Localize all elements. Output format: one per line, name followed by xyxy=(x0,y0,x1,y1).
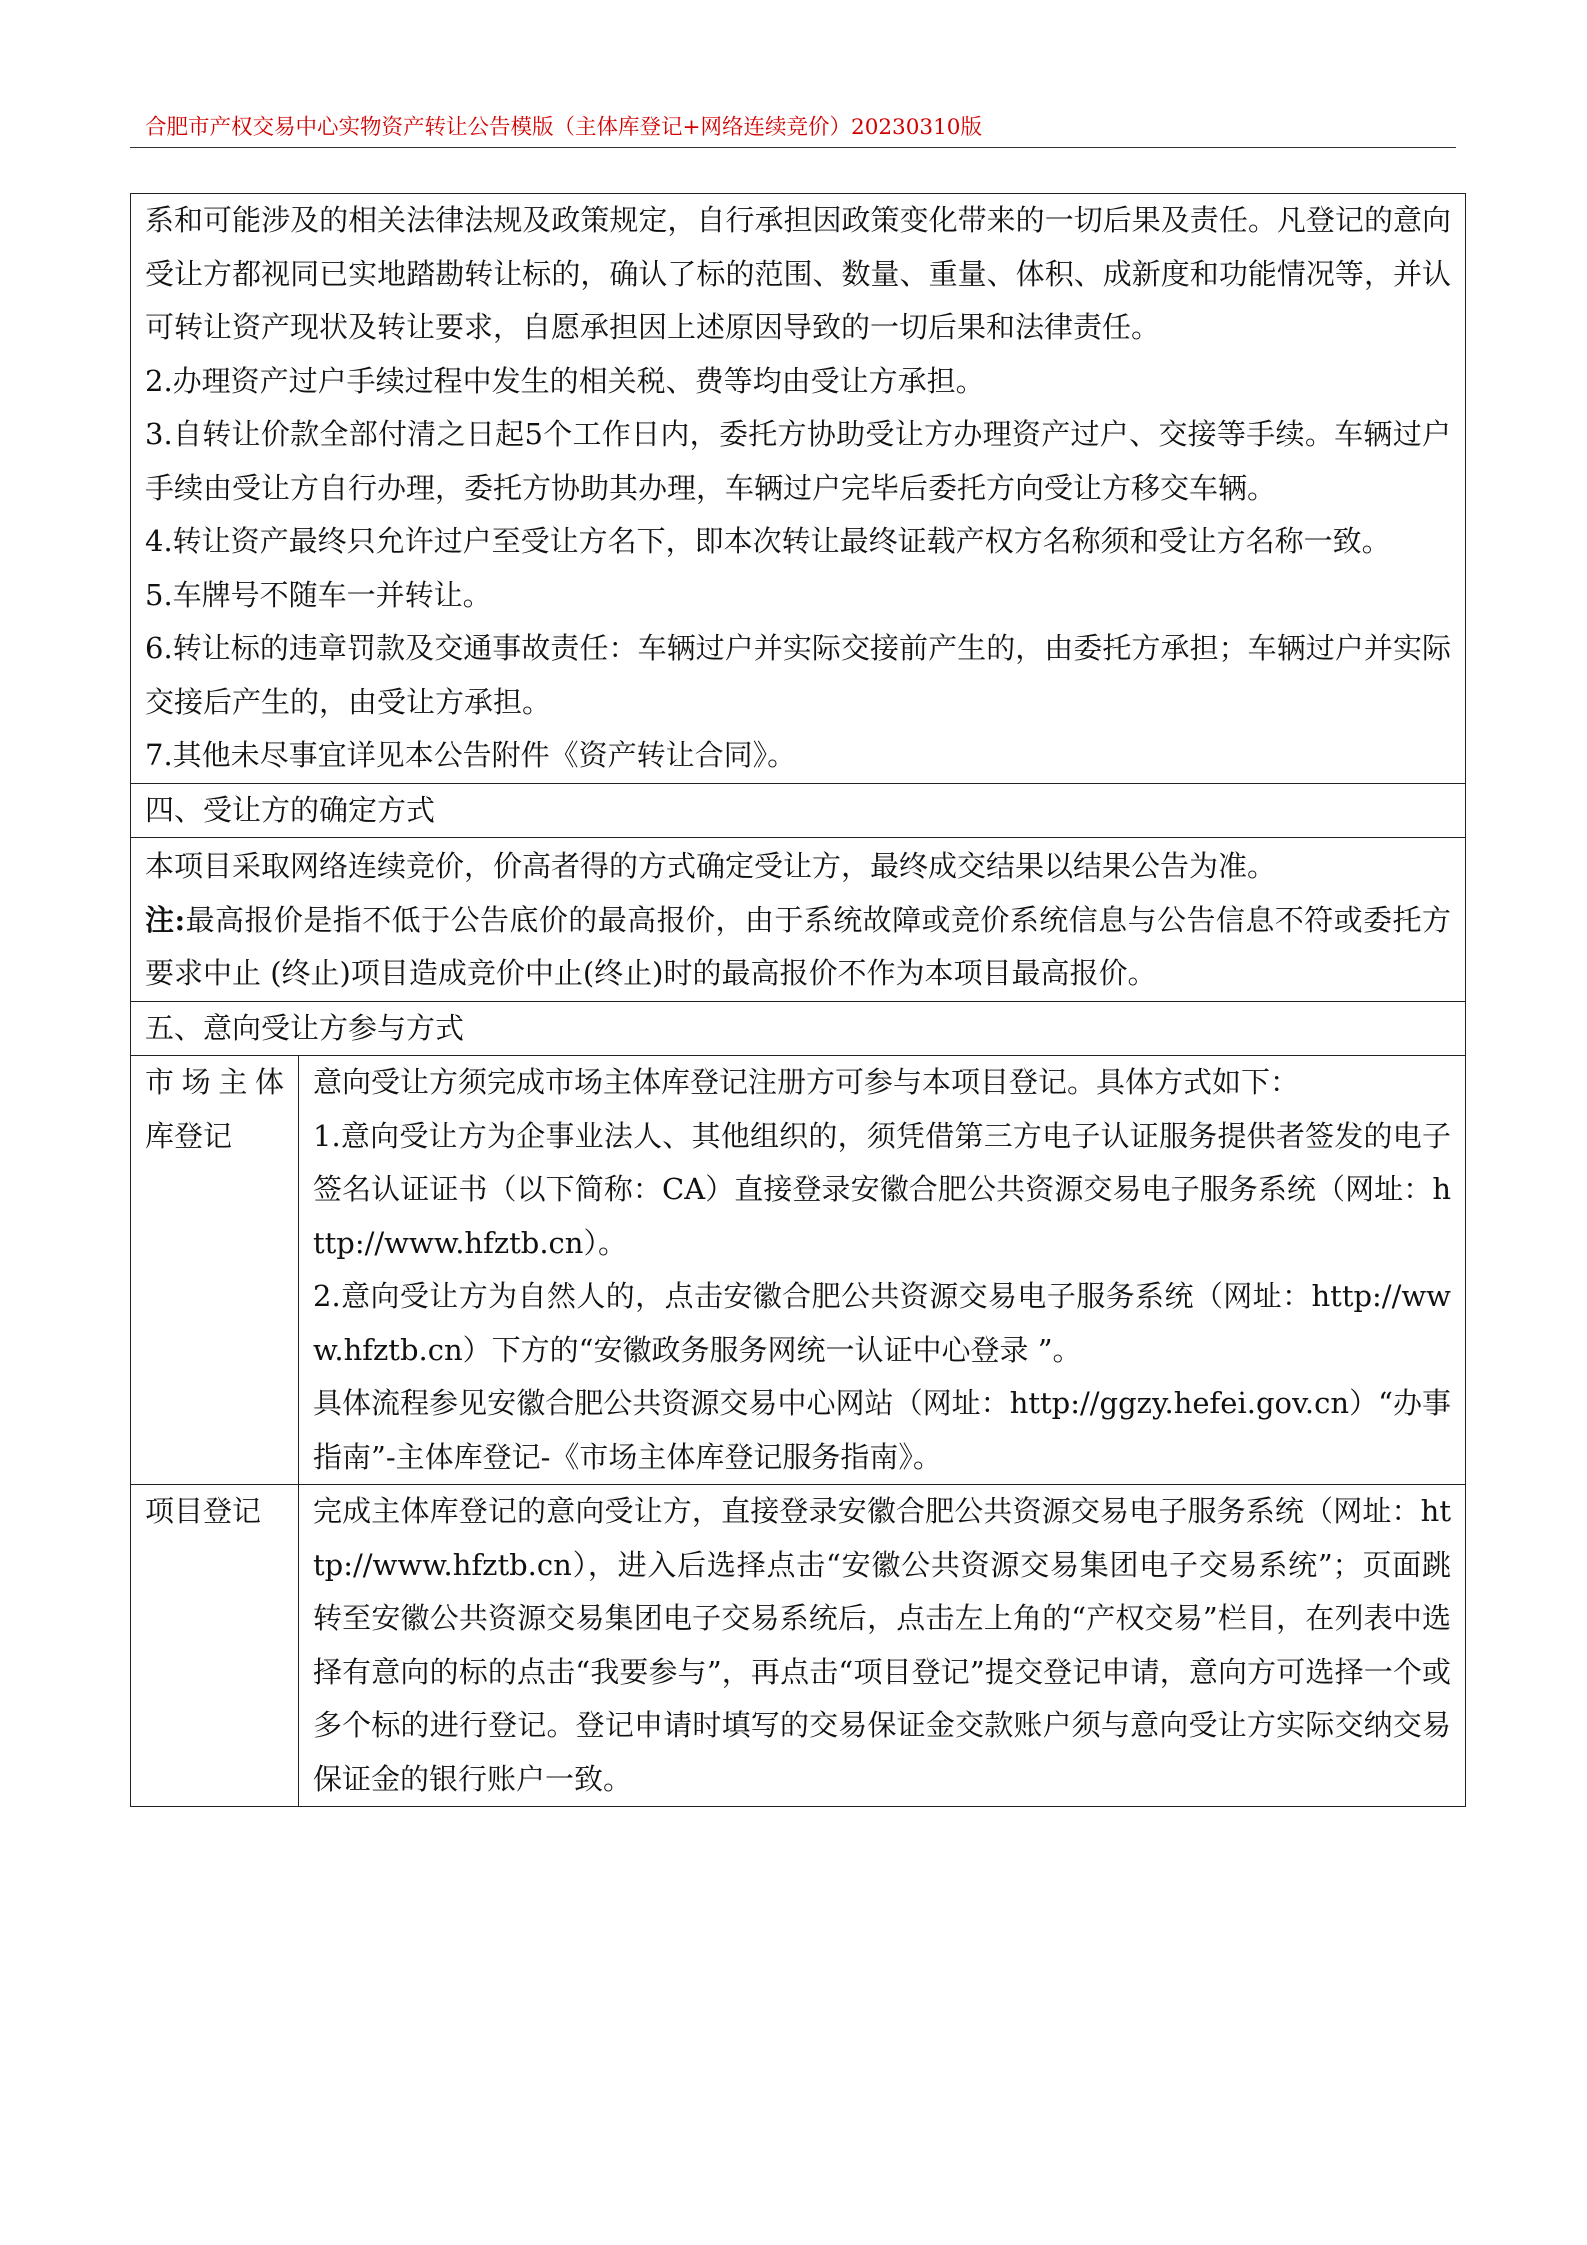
registration-paragraph: 意向受让方须完成市场主体库登记注册方可参与本项目登记。具体方式如下： xyxy=(313,1065,1300,1099)
note-text: 最高报价是指不低于公告底价的最高报价，由于系统故障或竞价系统信息与公告信息不符或委托方要求中止 (终止)项目造成竞价中止(终止)时的最高报价不作为本项目最高报价。 xyxy=(145,902,1451,990)
header-divider xyxy=(130,147,1456,148)
row-content-market-registration xyxy=(299,1056,1466,1485)
page-header: 合肥市产权交易中心实物资产转让公告模版（主体库登记+网络连续竞价）20230310版 xyxy=(145,115,982,140)
condition-paragraph: 6.转让标的违章罚款及交通事故责任：车辆过户并实际交接前产生的，由委托方承担；车辆过户并实际交接后产生的，由受让方承担。 xyxy=(145,631,1451,719)
section-four-body-row xyxy=(131,838,1466,1002)
announcement-table xyxy=(130,193,1466,1807)
note-label: 注: xyxy=(145,902,186,937)
registration-paragraph: 具体流程参见安徽合肥公共资源交易中心网站（网址：http://ggzy.hefei.gov.cn）“办事指南”-主体库登记-《市场主体库登记服务指南》。 xyxy=(313,1386,1451,1474)
condition-paragraph: 2.办理资产过户手续过程中发生的相关税、费等均由受让方承担。 xyxy=(145,363,985,398)
row-label-project-registration: 项目登记 xyxy=(131,1485,299,1807)
section-four-body xyxy=(131,838,1466,1002)
condition-paragraph: 7.其他未尽事宜详见本公告附件《资产转让合同》。 xyxy=(145,738,797,772)
condition-paragraph: 3.自转让价款全部付清之日起5个工作日内，委托方协助受让方办理资产过户、交接等手续。车辆过户手续由受让方自行办理，委托方协助其办理，车辆过户完毕后委托方向受让方移交车辆。 xyxy=(145,417,1451,505)
determination-paragraph: 本项目采取网络连续竞价，价高者得的方式确定受让方，最终成交结果以结果公告为准。 xyxy=(145,849,1277,883)
row-label-market-registration: 市场主体库登记 xyxy=(131,1056,299,1485)
conditions-row xyxy=(131,194,1466,784)
registration-row-project xyxy=(131,1485,1466,1807)
conditions-cell xyxy=(131,194,1466,784)
condition-paragraph: 5.车牌号不随车一并转让。 xyxy=(145,577,492,612)
registration-paragraph: 完成主体库登记的意向受让方，直接登录安徽合肥公共资源交易电子服务系统（网址：http://www.hfztb.cn），进入后选择点击“安徽公共资源交易集团电子交易系统”；页面跳转至安徽公共资源交易集团电子交易系统后，点击左上角的“产权交易”栏目，在列表中选择有意向的标的点击“我要参与”，再点击“项目登记”提交登记申请，意向方可选择一个或多个标的进行登记。登记申请时填写的交易保证金交款账户须与意向受让方实际交纳交易保证金的银行账户一致。 xyxy=(313,1494,1451,1796)
condition-paragraph: 4.转让资产最终只允许过户至受让方名下，即本次转让最终证载产权方名称须和受让方名称一致。 xyxy=(145,524,1391,558)
section-five-title: 五、意向受让方参与方式 xyxy=(131,1001,1466,1056)
section-four-title: 四、受让方的确定方式 xyxy=(131,783,1466,838)
registration-row-market xyxy=(131,1056,1466,1485)
registration-paragraph: 2.意向受让方为自然人的，点击安徽合肥公共资源交易电子服务系统（网址：http://www.hfztb.cn）下方的“安徽政务服务网统一认证中心登录 ”。 xyxy=(313,1279,1451,1367)
section-four-title-row xyxy=(131,783,1466,838)
section-five-title-row xyxy=(131,1001,1466,1056)
registration-paragraph: 1.意向受让方为企事业法人、其他组织的，须凭借第三方电子认证服务提供者签发的电子签名认证证书（以下简称：CA）直接登录安徽合肥公共资源交易电子服务系统（网址：http://www.hfztb.cn）。 xyxy=(313,1118,1451,1260)
note-paragraph xyxy=(145,894,1451,1001)
condition-paragraph: 系和可能涉及的相关法律法规及政策规定，自行承担因政策变化带来的一切后果及责任。凡登记的意向受让方都视同已实地踏勘转让标的，确认了标的范围、数量、重量、体积、成新度和功能情况等，并认可转让资产现状及转让要求，自愿承担因上述原因导致的一切后果和法律责任。 xyxy=(145,203,1451,344)
row-content-project-registration xyxy=(299,1485,1466,1807)
